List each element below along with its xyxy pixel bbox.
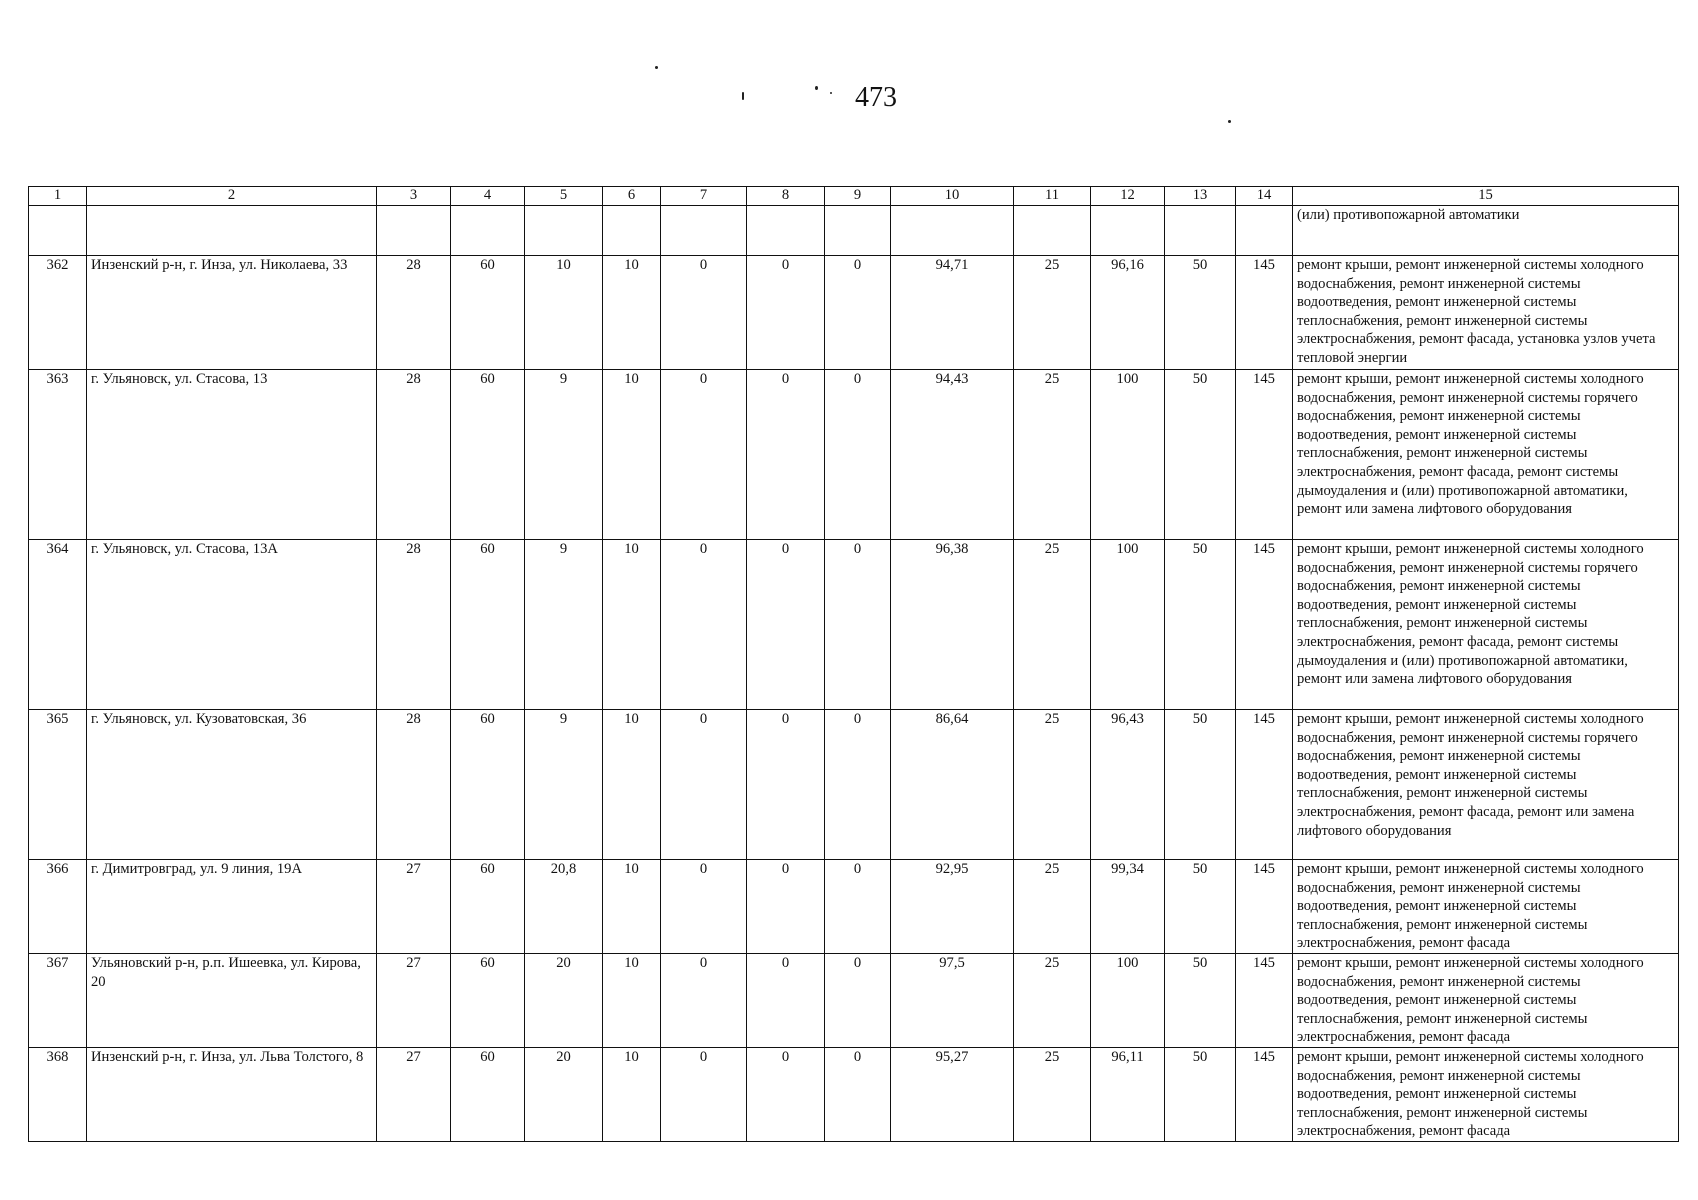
works-cell: (или) противопожарной автоматики [1293,206,1679,256]
table-row [29,370,1679,540]
table-cell: 97,5 [891,954,1014,1048]
table-cell: 10 [603,710,661,860]
column-header: 4 [451,187,525,206]
address-cell: г. Ульяновск, ул. Стасова, 13 [87,370,377,540]
table-cell: 60 [451,256,525,370]
address-cell: Инзенский р-н, г. Инза, ул. Николаева, 33 [87,256,377,370]
table-cell: 25 [1014,540,1091,710]
table-row [29,1048,1679,1142]
table-cell [603,206,661,256]
table-cell: 100 [1091,540,1165,710]
works-cell: ремонт крыши, ремонт инженерной системы холодного водоснабжения, ремонт инженерной системы водоотведения, ремонт инженерной системы теплоснабжения, ремонт инженерной системы электроснабжения, ремонт фасада [1293,954,1679,1048]
table-cell: 25 [1014,954,1091,1048]
table-cell [1014,206,1091,256]
table-cell: 0 [661,256,747,370]
table-row [29,860,1679,954]
table-row [29,256,1679,370]
works-cell: ремонт крыши, ремонт инженерной системы холодного водоснабжения, ремонт инженерной системы водоотведения, ремонт инженерной системы теплоснабжения, ремонт инженерной системы электроснабжения, ремонт фасада, установка узлов учета тепловой энергии [1293,256,1679,370]
table-cell: 28 [377,540,451,710]
address-cell: г. Димитровград, ул. 9 линия, 19А [87,860,377,954]
column-header: 5 [525,187,603,206]
table-cell: 94,71 [891,256,1014,370]
table-cell [661,206,747,256]
table-cell: 20,8 [525,860,603,954]
continuation-row [29,206,1679,256]
table-cell: 27 [377,860,451,954]
table-cell: 100 [1091,954,1165,1048]
table-cell: 0 [661,954,747,1048]
table-cell: 86,64 [891,710,1014,860]
table-cell: 25 [1014,256,1091,370]
column-header: 6 [603,187,661,206]
table-cell: 25 [1014,1048,1091,1142]
table-cell: 10 [603,256,661,370]
row-number-cell: 362 [29,256,87,370]
column-header: 13 [1165,187,1236,206]
table-cell: 10 [603,954,661,1048]
table-cell: 25 [1014,370,1091,540]
table-cell: 145 [1236,1048,1293,1142]
works-cell: ремонт крыши, ремонт инженерной системы холодного водоснабжения, ремонт инженерной системы горячего водоснабжения, ремонт инженерной системы водоотведения, ремонт инженерной системы теплоснабжения, ремонт инженерной системы электроснабжения, ремонт фасада, ремонт системы дымоудаления и (или) противопожарной автоматики, ремонт или замена лифтового оборудования [1293,540,1679,710]
table-cell: 0 [825,710,891,860]
column-header: 10 [891,187,1014,206]
table-cell: 28 [377,710,451,860]
table-rows [29,256,1679,1142]
works-cell: ремонт крыши, ремонт инженерной системы холодного водоснабжения, ремонт инженерной системы водоотведения, ремонт инженерной системы теплоснабжения, ремонт инженерной системы электроснабжения, ремонт фасада [1293,860,1679,954]
table-cell: 0 [825,1048,891,1142]
table-cell: 10 [603,370,661,540]
row-number-cell: 367 [29,954,87,1048]
table-cell: 0 [825,540,891,710]
address-cell: г. Ульяновск, ул. Стасова, 13А [87,540,377,710]
scan-speck [815,86,818,90]
table-cell: 96,11 [1091,1048,1165,1142]
table-cell: 10 [525,256,603,370]
address-cell: Инзенский р-н, г. Инза, ул. Льва Толстого, 8 [87,1048,377,1142]
table-cell [87,206,377,256]
row-number-cell: 368 [29,1048,87,1142]
table-cell: 60 [451,370,525,540]
table-cell: 27 [377,954,451,1048]
table-cell: 0 [747,1048,825,1142]
table-cell: 96,38 [891,540,1014,710]
table-cell [1236,206,1293,256]
table-cell [525,206,603,256]
table-cell: 60 [451,860,525,954]
table-cell: 96,43 [1091,710,1165,860]
table-cell: 28 [377,370,451,540]
works-cell: ремонт крыши, ремонт инженерной системы холодного водоснабжения, ремонт инженерной системы водоотведения, ремонт инженерной системы теплоснабжения, ремонт инженерной системы электроснабжения, ремонт фасада [1293,1048,1679,1142]
table-cell: 0 [661,540,747,710]
column-header: 12 [1091,187,1165,206]
table-cell: 50 [1165,860,1236,954]
scan-speck [742,92,744,100]
table-cell: 94,43 [891,370,1014,540]
table-cell: 0 [747,540,825,710]
table-cell [1165,206,1236,256]
table-cell: 145 [1236,710,1293,860]
table-cell [825,206,891,256]
address-cell: г. Ульяновск, ул. Кузоватовская, 36 [87,710,377,860]
table-cell [29,206,87,256]
table-cell [747,206,825,256]
page-number: 473 [855,82,897,113]
table-cell: 99,34 [1091,860,1165,954]
table-cell: 28 [377,256,451,370]
table-cell: 0 [661,370,747,540]
table-cell: 0 [825,954,891,1048]
column-header: 14 [1236,187,1293,206]
row-number-cell: 363 [29,370,87,540]
table-cell: 0 [825,860,891,954]
table-cell: 10 [603,540,661,710]
table-cell: 96,16 [1091,256,1165,370]
table-cell: 60 [451,954,525,1048]
table-cell [377,206,451,256]
table-cell: 20 [525,1048,603,1142]
column-header: 3 [377,187,451,206]
table-cell: 9 [525,540,603,710]
table-cell: 0 [661,710,747,860]
column-header: 15 [1293,187,1679,206]
table-cell [891,206,1014,256]
table-cell: 60 [451,540,525,710]
table-cell: 27 [377,1048,451,1142]
table-cell: 0 [747,710,825,860]
table-cell: 0 [825,370,891,540]
table-cell: 9 [525,710,603,860]
table-cell: 20 [525,954,603,1048]
works-cell: ремонт крыши, ремонт инженерной системы холодного водоснабжения, ремонт инженерной системы горячего водоснабжения, ремонт инженерной системы водоотведения, ремонт инженерной системы теплоснабжения, ремонт инженерной системы электроснабжения, ремонт фасада, ремонт системы дымоудаления и (или) противопожарной автоматики, ремонт или замена лифтового оборудования [1293,370,1679,540]
table-cell: 50 [1165,540,1236,710]
table-cell: 0 [825,256,891,370]
table-cell: 50 [1165,1048,1236,1142]
table-cell: 60 [451,1048,525,1142]
table-cell: 50 [1165,370,1236,540]
column-header: 11 [1014,187,1091,206]
works-table [28,186,1679,1142]
table-row [29,710,1679,860]
table-cell: 50 [1165,256,1236,370]
works-cell: ремонт крыши, ремонт инженерной системы холодного водоснабжения, ремонт инженерной системы горячего водоснабжения, ремонт инженерной системы водоотведения, ремонт инженерной системы теплоснабжения, ремонт инженерной системы электроснабжения, ремонт фасада, ремонт или замена лифтового оборудования [1293,710,1679,860]
table-cell: 145 [1236,370,1293,540]
table-cell: 92,95 [891,860,1014,954]
table-cell: 0 [747,954,825,1048]
table-cell: 50 [1165,710,1236,860]
scan-speck [655,66,658,69]
table-cell: 95,27 [891,1048,1014,1142]
row-number-cell: 364 [29,540,87,710]
table-cell: 10 [603,1048,661,1142]
table-cell: 145 [1236,540,1293,710]
scan-speck [830,92,832,94]
row-number-cell: 365 [29,710,87,860]
column-header: 9 [825,187,891,206]
table-cell: 50 [1165,954,1236,1048]
table-cell: 0 [661,1048,747,1142]
table-cell: 25 [1014,860,1091,954]
table-header-row [29,187,1679,206]
table-row [29,954,1679,1048]
table-cell: 145 [1236,954,1293,1048]
column-header: 2 [87,187,377,206]
table-cell: 145 [1236,860,1293,954]
table-cell: 25 [1014,710,1091,860]
column-header: 1 [29,187,87,206]
table-cell: 60 [451,710,525,860]
table-cell: 10 [603,860,661,954]
table-cell: 100 [1091,370,1165,540]
column-header: 7 [661,187,747,206]
table-cell: 0 [661,860,747,954]
table-row [29,540,1679,710]
table-cell: 9 [525,370,603,540]
scan-speck [1228,120,1231,123]
table-cell [451,206,525,256]
address-cell: Ульяновский р-н, р.п. Ишеевка, ул. Кирова, 20 [87,954,377,1048]
table-cell: 0 [747,256,825,370]
table-cell: 145 [1236,256,1293,370]
column-header: 8 [747,187,825,206]
row-number-cell: 366 [29,860,87,954]
table-cell: 0 [747,860,825,954]
table-cell: 0 [747,370,825,540]
table-cell [1091,206,1165,256]
